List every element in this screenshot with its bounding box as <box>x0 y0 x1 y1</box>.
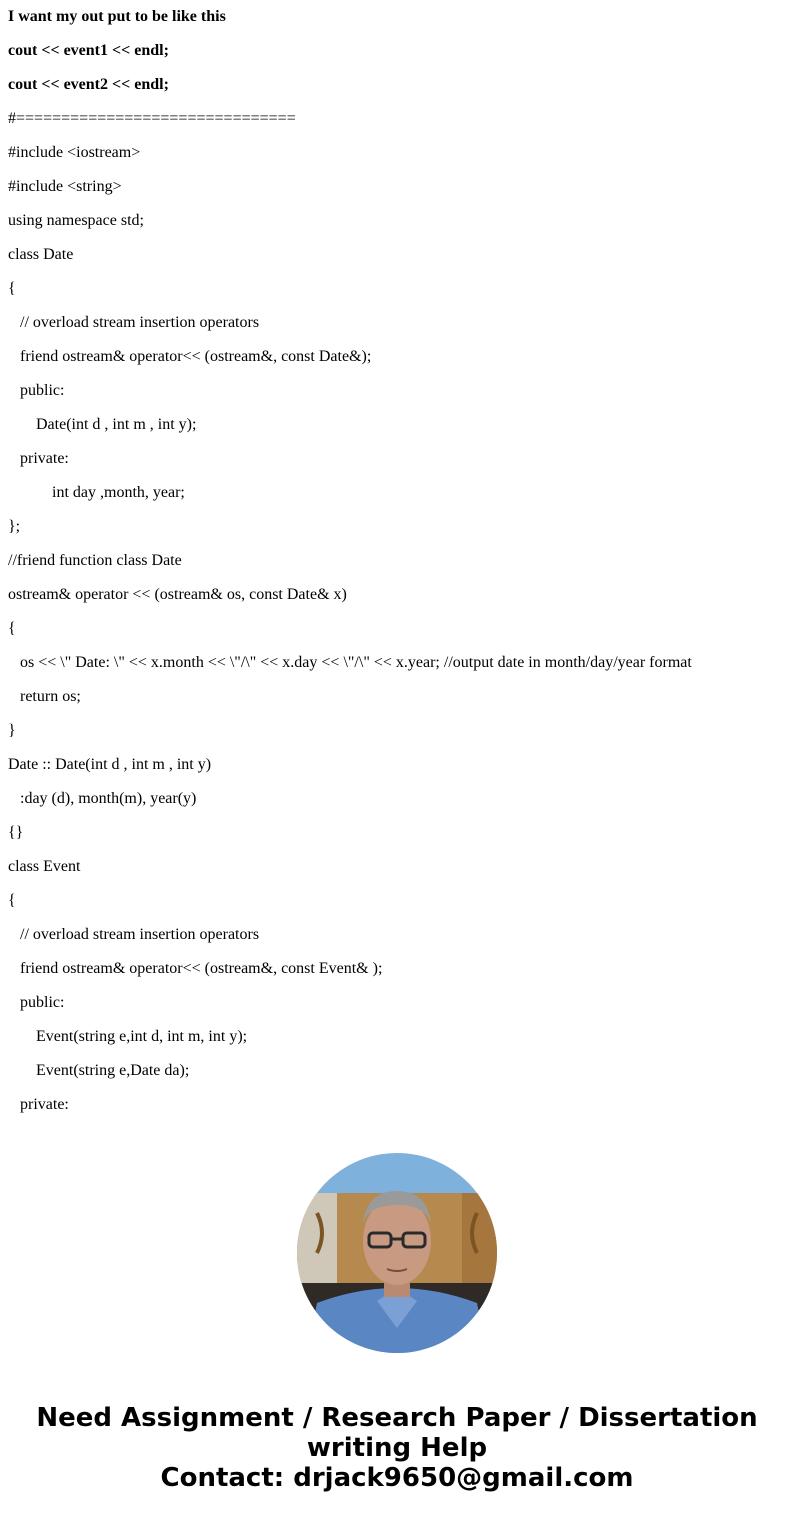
code-line: Date(int d , int m , int y); <box>8 416 197 433</box>
code-line: #include <iostream> <box>8 144 141 161</box>
code-line: Event(string e,Date da); <box>8 1062 190 1079</box>
footer-contact <box>0 1403 794 1493</box>
code-line: private: <box>8 1096 69 1113</box>
code-line: using namespace std; <box>8 212 144 229</box>
code-line: return os; <box>8 688 81 705</box>
code-line: Event(string e,int d, int m, int y); <box>8 1028 248 1045</box>
question-heading-line: cout << event1 << endl; <box>8 42 169 59</box>
code-line: friend ostream& operator<< (ostream&, const Event& ); <box>8 960 383 977</box>
code-line: #include <string> <box>8 178 122 195</box>
code-line: // overload stream insertion operators <box>8 926 260 943</box>
code-line: public: <box>8 994 65 1011</box>
code-line: {} <box>8 824 24 841</box>
code-line: #=============================== <box>8 110 296 127</box>
code-line: os << \" Date: \" << x.month << \"/\" << x.day << \"/\" << x.year; //output date in month/day/year format <box>8 654 692 671</box>
author-avatar <box>297 1153 497 1353</box>
code-line: int day ,month, year; <box>8 484 185 501</box>
code-line: class Date <box>8 246 74 263</box>
code-line: ostream& operator << (ostream& os, const Date& x) <box>8 586 347 603</box>
question-body <box>8 0 788 1122</box>
question-heading-line: cout << event2 << endl; <box>8 76 169 93</box>
code-line: { <box>8 620 16 637</box>
code-line: class Event <box>8 858 81 875</box>
code-line: :day (d), month(m), year(y) <box>8 790 197 807</box>
code-line: }; <box>8 518 21 535</box>
question-heading-line: I want my out put to be like this <box>8 8 226 25</box>
code-line: } <box>8 722 16 739</box>
footer-line-3: Contact: drjack9650@gmail.com <box>160 1463 634 1493</box>
footer-line-2: writing Help <box>306 1433 488 1463</box>
code-line: Date :: Date(int d , int m , int y) <box>8 756 212 773</box>
code-line: { <box>8 892 16 909</box>
code-line: private: <box>8 450 69 467</box>
code-line: { <box>8 280 16 297</box>
code-line: //friend function class Date <box>8 552 182 569</box>
code-line: // overload stream insertion operators <box>8 314 260 331</box>
code-line: friend ostream& operator<< (ostream&, const Date&); <box>8 348 372 365</box>
footer-line-1: Need Assignment / Research Paper / Dissertation <box>36 1403 758 1433</box>
code-line: public: <box>8 382 65 399</box>
author-photo <box>297 1153 497 1353</box>
